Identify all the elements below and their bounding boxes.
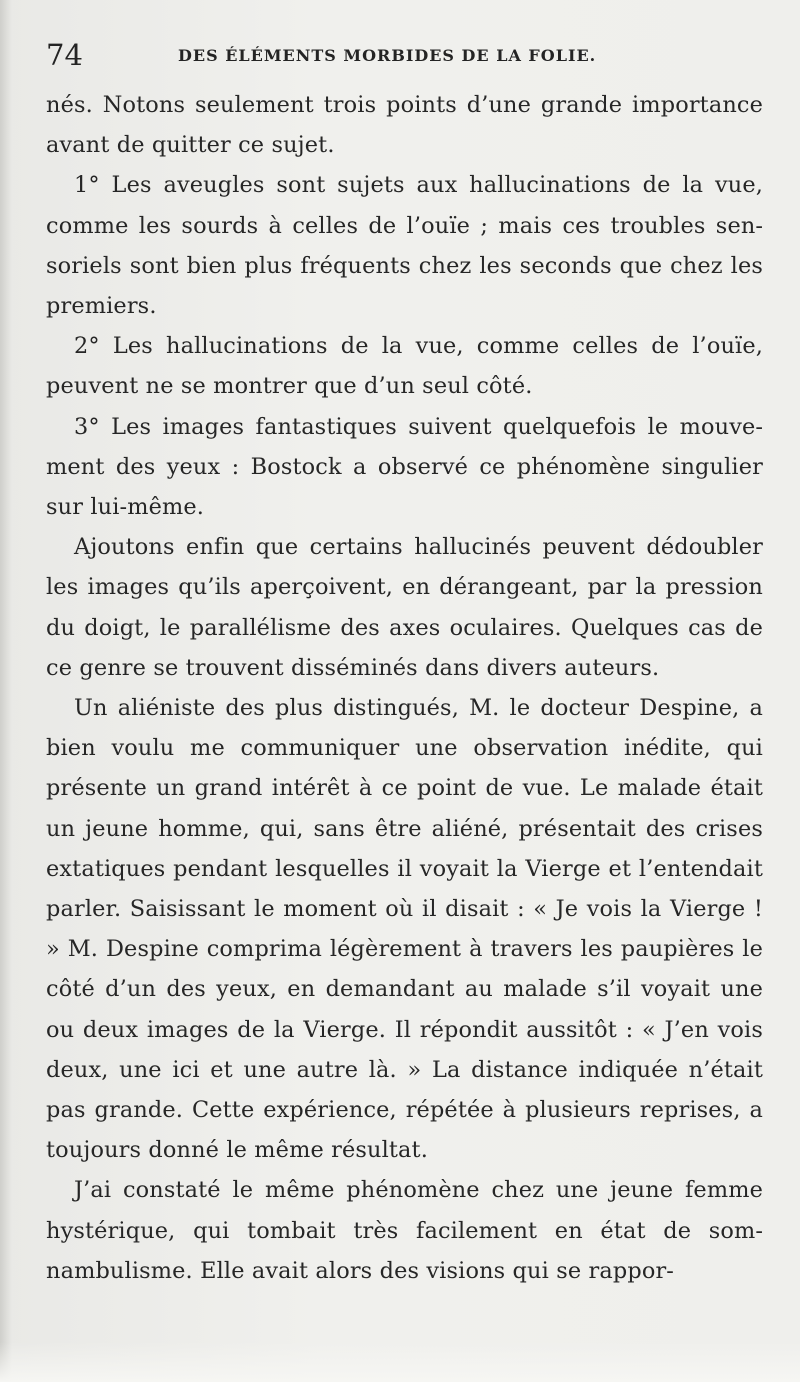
paragraph-hysteric-woman: J’ai constaté le même phénomène chez une jeune femme hystérique, qui tombait très facilement en état de somnambulisme. Elle avait alors des visions qui se rappor-	[46, 1177, 763, 1284]
paragraph-doubling-images: Ajoutons enfin que certains hallucinés peuvent dédoubler les images qu’ils aperçoivent, en dérangeant, par la pression du doigt, le parallélisme des axes oculaires. Quelques cas de ce genre se trouvent disséminés dans divers auteurs.	[46, 534, 763, 681]
paragraph-continuation: nés. Notons seulement trois points d’une grande importance avant de quitter ce sujet.	[46, 92, 763, 159]
running-title: DES ÉLÉMENTS MORBIDES DE LA FOLIE.	[178, 46, 597, 65]
paragraph-despine-observation: Un aliéniste des plus distingués, M. le docteur Despine, a bien voulu me communiquer une observation inédite, qui présente un grand intérêt à ce point de vue. Le malade était un jeune homme, qui, sans être aliéné, présentait des crises extatiques pendant lesquelles il voyait la Vierge et l’entendait parler. Saisissant le moment où il disait : « Je vois la Vierge ! » M. Despine comprima légèrement à travers les paupières le côté d’un des yeux, en demandant au malade s’il voyait une ou deux images de la Vierge. Il répondit aussitôt : « J’en vois deux, une ici et une autre là. » La distance indiquée n’était pas grande. Cette expérience, répétée à plusieurs reprises, a toujours donné le même résultat.	[46, 695, 763, 1164]
paragraph-point-3: 3° Les images fantastiques suivent quelquefois le mouvement des yeux : Bostock a observé ce phénomène singulier sur lui-même.	[46, 413, 763, 521]
paragraph-point-1: 1° Les aveugles sont sujets aux hallucinations de la vue, comme les sourds à celles de l’ouïe ; mais ces troubles sensoriels sont bien plus fréquents chez les seconds que chez les premiers.	[46, 172, 763, 320]
body-text	[46, 85, 763, 1291]
page-header	[46, 38, 760, 72]
paragraph-point-2: 2° Les hallucinations de la vue, comme celles de l’ouïe, peuvent ne se montrer que d’un seul côté.	[46, 333, 763, 400]
page-number: 74	[46, 38, 83, 72]
